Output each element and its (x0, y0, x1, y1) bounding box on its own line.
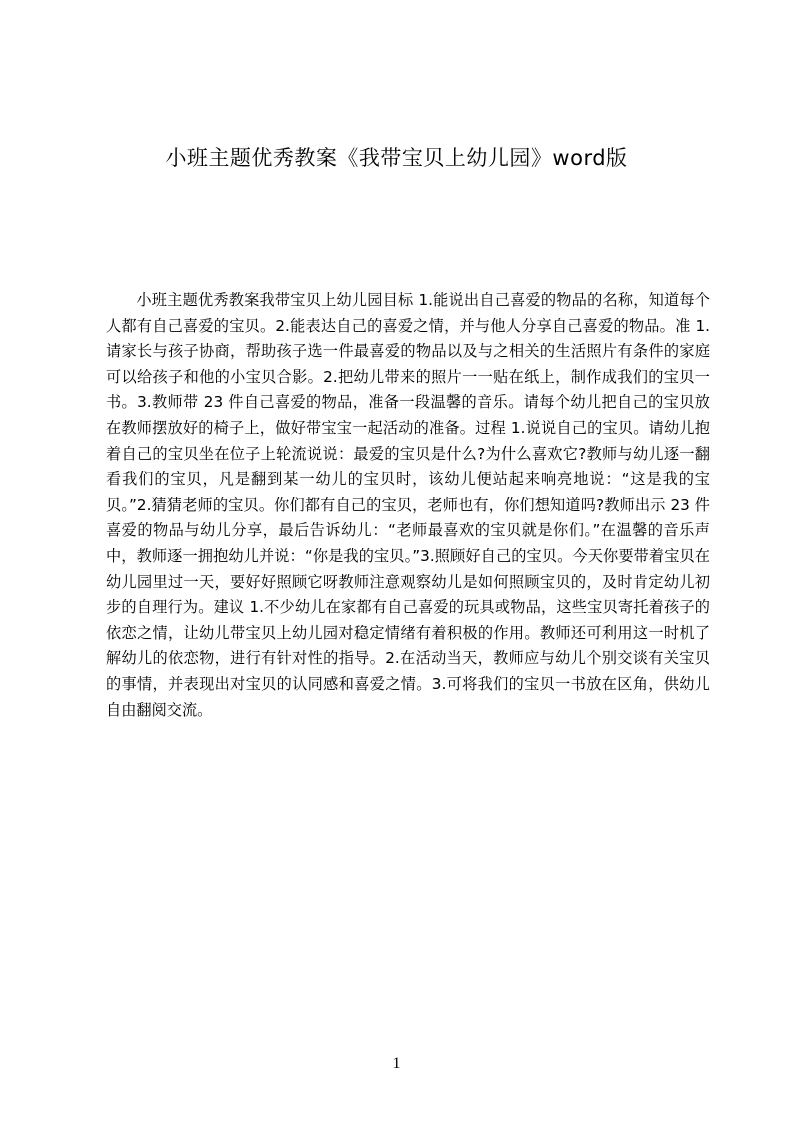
page-number: 1 (392, 1055, 401, 1072)
document-title: 小班主题优秀教案《我带宝贝上幼儿园》word版 (165, 146, 628, 170)
document-body-paragraph: 小班主题优秀教案我带宝贝上幼儿园目标 1.能说出自己喜爱的物品的名称，知道每个人都有自己喜爱的宝贝。2.能表达自己的喜爱之情，并与他人分享自己喜爱的物品。准 1.请家长与孩子协商，帮助孩子选一件最喜爱的物品以及与之相关的生活照片有条件的家庭可以给孩子和他的小宝贝合影。2.把幼儿带来的照片一一贴在纸上，制作成我们的宝贝一书。3.教师带 23 件自己喜爱的物品，准备一段温馨的音乐。请每个幼儿把自己的宝贝放在教师摆放好的椅子上，做好带宝宝一起活动的准备。过程 1.说说自己的宝贝。请幼儿抱着自己的宝贝坐在位子上轮流说说：最爱的宝贝是什么?为什么喜欢它?教师与幼儿逐一翻看我们的宝贝，凡是翻到某一幼儿的宝贝时，该幼儿便站起来响亮地说：“这是我的宝贝。”2.猜猜老师的宝贝。你们都有自己的宝贝，老师也有，你们想知道吗?教师出示 23 件喜爱的物品与幼儿分享，最后告诉幼儿：“老师最喜欢的宝贝就是你们。”在温馨的音乐声中，教师逐一拥抱幼儿并说：“你是我的宝贝。”3.照顾好自己的宝贝。今天你要带着宝贝在幼儿园里过一天，要好好照顾它呀教师注意观察幼儿是如何照顾宝贝的，及时肯定幼儿初步的自理行为。建议 1.不少幼儿在家都有自己喜爱的玩具或物品，这些宝贝寄托着孩子的依恋之情，让幼儿带宝贝上幼儿园对稳定情绪有着积极的作用。教师还可利用这一时机了解幼儿的依恋物，进行有针对性的指导。2.在活动当天，教师应与幼儿个别交谈有关宝贝的事情，并表现出对宝贝的认同感和喜爱之情。3.可将我们的宝贝一书放在区角，供幼儿自由翻阅交流。 (106, 291, 710, 719)
